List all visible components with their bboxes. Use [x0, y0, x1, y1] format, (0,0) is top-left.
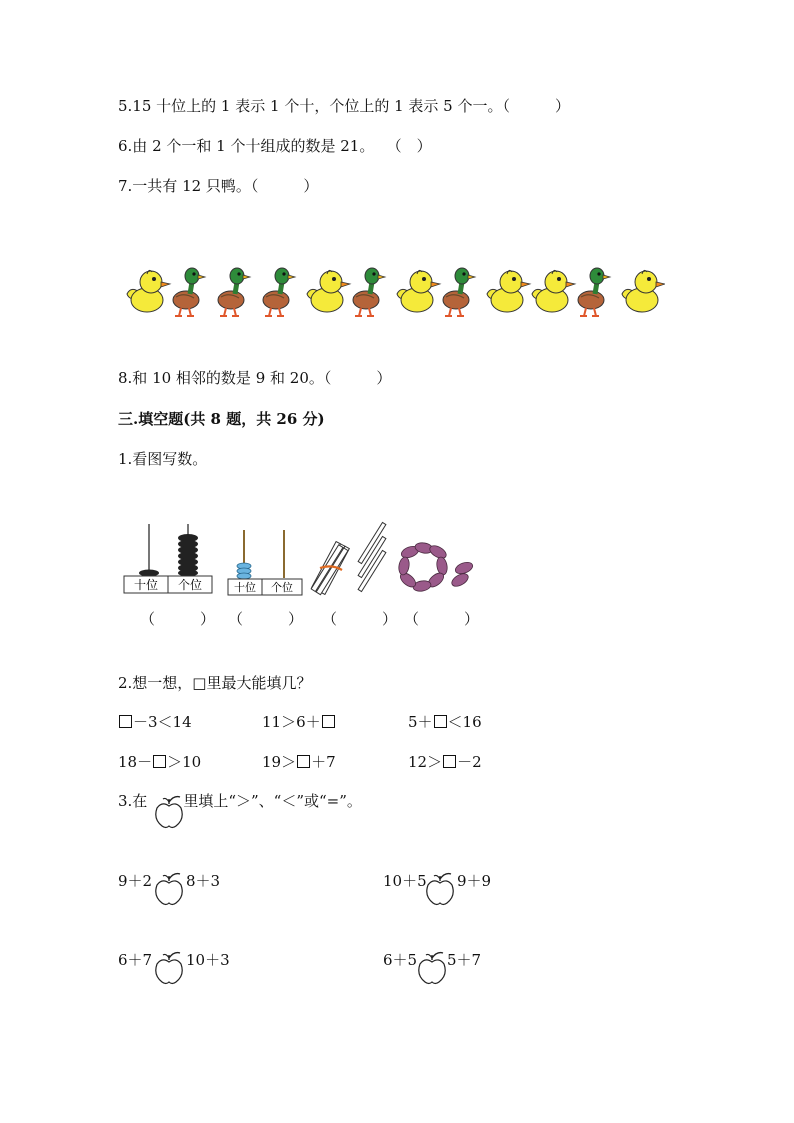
- compare-2-left: 10＋5: [383, 872, 427, 890]
- inequality-6: 12＞ －2: [408, 753, 482, 771]
- mallard-duck-icon: [578, 268, 610, 316]
- inequality-1: －3＜14: [118, 712, 192, 732]
- answer-box[interactable]: [297, 755, 310, 768]
- chick-icon: [622, 270, 665, 312]
- chick-icon: [127, 270, 170, 312]
- inequality-4: 18－ ＞10: [118, 753, 202, 771]
- apple-icon: [154, 795, 184, 829]
- apple-answer-icon[interactable]: [417, 951, 447, 985]
- answer-box[interactable]: [153, 755, 166, 768]
- compare-3-right: 10＋3: [186, 951, 230, 969]
- chick-icon: [487, 270, 530, 312]
- answer-blank-4[interactable]: （ ）: [404, 610, 480, 628]
- abacus-figure-1: [122, 520, 214, 596]
- compare-3-left: 6＋7: [118, 951, 153, 969]
- mallard-duck-icon: [443, 268, 475, 316]
- inequality-2: 11＞6＋: [262, 712, 336, 732]
- fill-question-1-prompt: 1.看图写数。: [118, 450, 208, 468]
- answer-box[interactable]: [119, 715, 132, 728]
- chick-icon: [397, 270, 440, 312]
- mallard-duck-icon: [263, 268, 295, 316]
- mallard-duck-icon: [353, 268, 385, 316]
- judge-question-8: 8.和 10 相邻的数是 9 和 20。（ ）: [118, 369, 392, 387]
- inequality-5: 19＞ ＋7: [262, 753, 336, 771]
- compare-1-left: 9＋2: [118, 872, 153, 890]
- answer-blank-1[interactable]: （ ）: [140, 610, 216, 628]
- abacus1-ones-label: 个位: [177, 578, 203, 592]
- answer-box[interactable]: [322, 715, 335, 728]
- fill-question-2-prompt: 2.想一想，□里最大能填几？: [118, 674, 312, 692]
- judge-question-7: 7.一共有 12 只鸭。（ ）: [118, 177, 319, 195]
- compare-4-left: 6＋5: [383, 951, 418, 969]
- answer-blank-3[interactable]: （ ）: [322, 610, 398, 628]
- answer-box[interactable]: [434, 715, 447, 728]
- beans-figure: [396, 540, 482, 598]
- single-sticks-figure: [352, 518, 394, 598]
- apple-answer-icon[interactable]: [154, 951, 184, 985]
- apple-answer-icon[interactable]: [154, 872, 184, 906]
- answer-blank-2[interactable]: （ ）: [228, 610, 304, 628]
- abacus1-tens-label: 十位: [133, 578, 159, 592]
- compare-1-right: 8＋3: [186, 872, 221, 890]
- fill-question-3-prompt: 3.在 里填上“＞”、“＜”或“=”。: [118, 792, 362, 810]
- apple-answer-icon[interactable]: [425, 872, 455, 906]
- answer-box[interactable]: [443, 755, 456, 768]
- section-3-title: 三.填空题(共 8 题，共 26 分): [118, 410, 325, 428]
- mallard-duck-icon: [173, 268, 205, 316]
- judge-question-6: 6.由 2 个一和 1 个十组成的数是 21。 （ ）: [118, 137, 432, 155]
- abacus2-tens-label: 十位: [234, 581, 256, 594]
- chick-icon: [307, 270, 350, 312]
- mallard-duck-icon: [218, 268, 250, 316]
- abacus-figure-2: [224, 526, 304, 598]
- chick-icon: [532, 270, 575, 312]
- inequality-3: 5＋ ＜16: [408, 713, 482, 731]
- compare-2-right: 9＋9: [457, 872, 492, 890]
- abacus-bead: [139, 570, 159, 577]
- compare-4-right: 5＋7: [447, 951, 482, 969]
- abacus2-ones-label: 个位: [271, 581, 293, 594]
- stick-bundle-figure: [308, 540, 352, 600]
- judge-question-5: 5.15 十位上的 1 表示 1 个十，个位上的 1 表示 5 个一。（ ）: [118, 97, 570, 115]
- duck-row-illustration: [125, 262, 665, 318]
